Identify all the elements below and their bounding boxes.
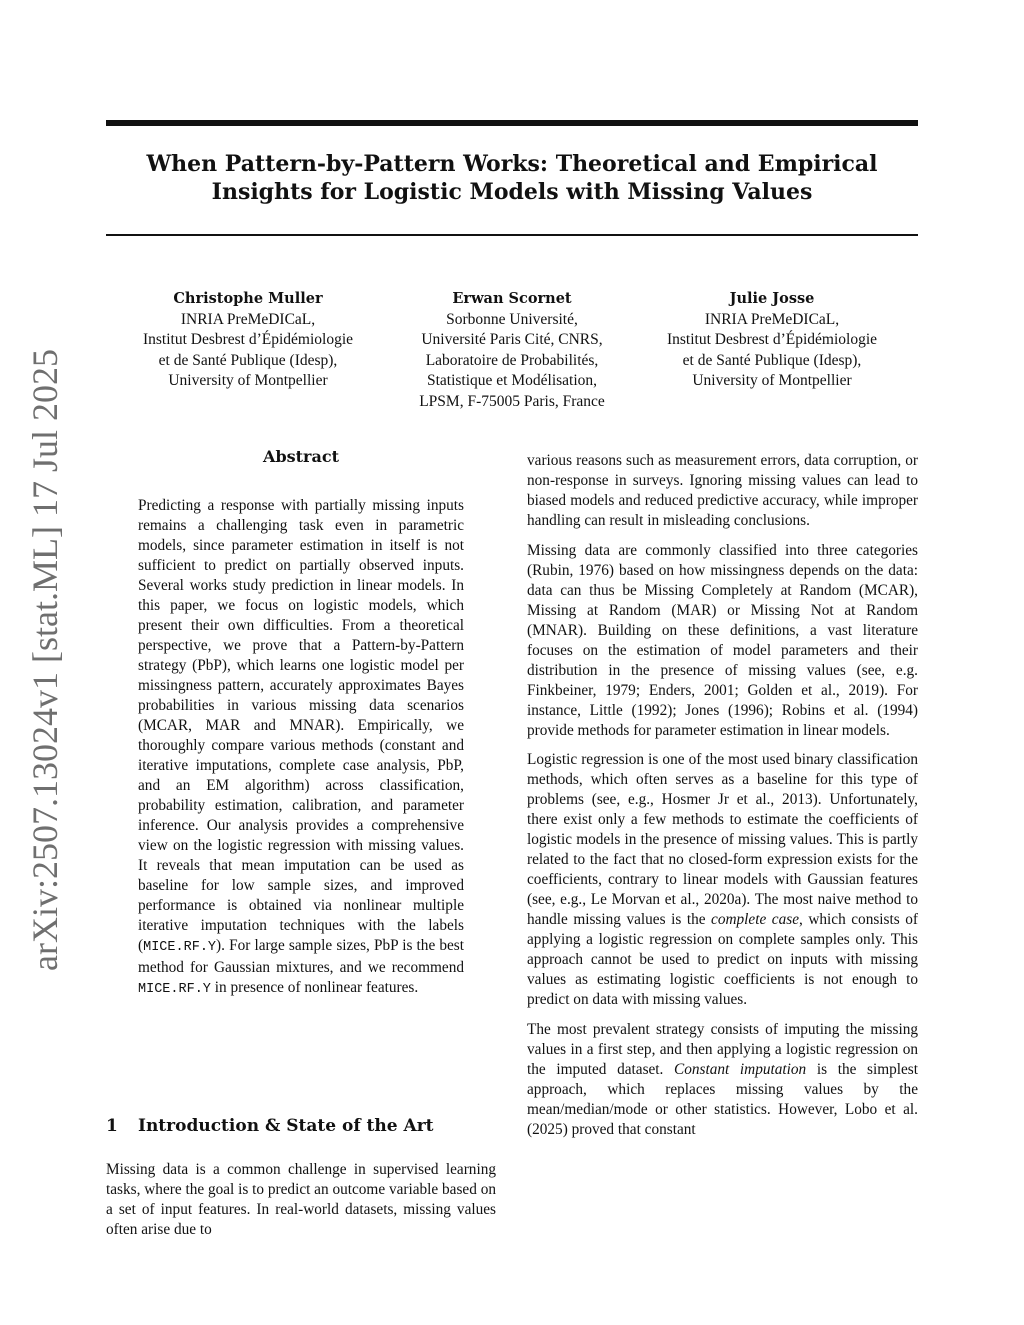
- author-affiliation-line: Sorbonne Université,: [446, 310, 578, 328]
- paper-title: [106, 150, 918, 206]
- code-term: MICE.RF.Y: [143, 940, 217, 955]
- body-paragraph: Missing data are commonly classified into three categories (Rubin, 1976) based on how missingness depends on the data: data can thus be Missing Completely at Random (MCAR), Missing at Random (MAR) or Missing Not at Random (MNAR). Building on these definitions, a vast literature focuses on the estimation of model parameters and their distribution in the presence of missing values (see, e.g. Finkbeiner, 1979; Enders, 2001; Golden et al., 2019). For instance, Little (1992); Jones (1996); Robins et al. (1994) provide methods for parameter estimation in linear models.: [527, 541, 918, 739]
- author-affiliation-line: Laboratoire de Probabilités,: [425, 351, 599, 369]
- intro-paragraph: Missing data is a common challenge in supervised learning tasks, where the goal is to predict an outcome variable based on a set of input features. In real-world datasets, missing values often arise due to: [106, 1161, 496, 1238]
- section-heading: [106, 1116, 506, 1136]
- paragraph-text: is the simplest approach, which replaces missing values by the mean/median/mode or other statistics. However, Lobo et al. (2025) proved that constant: [527, 1060, 919, 1138]
- code-term: MICE.RF.Y: [138, 982, 211, 997]
- abstract-text-part: in presence of nonlinear features.: [210, 979, 419, 996]
- paragraph-text: Logistic regression is one of the most used binary classification methods, which often serves as a baseline for this type of problems (see, e.g., Hosmer Jr et al., 2013). Unfortunately, there exist only a few methods to estimate the coefficients of logistic models in the presence of missing values. This is partly related to the fact that no closed-form expression exists for the coefficients, contrary to linear models with Gaussian features (see, e.g., Le Morvan et al., 2020a). The most naive method to handle missing values is the: [527, 751, 918, 928]
- author-affiliation-line: et de Santé Publique (Idesp),: [158, 351, 338, 369]
- author-affiliation-line: University of Montpellier: [168, 372, 328, 390]
- right-column: [527, 451, 918, 1149]
- author-affiliation-line: LPSM, F-75005 Paris, France: [419, 392, 605, 410]
- paragraph-text: The most prevalent strategy consists of imputing the missing values in a first step, and then applying a logistic regression on the imputed dataset.: [527, 1020, 918, 1078]
- abstract-heading: Abstract: [263, 447, 339, 466]
- abstract-text-part: Predicting a response with partially missing inputs remains a challenging task even in parametric models, since parameter estimation in itself is not sufficient to predict on partially observed inputs. Several works study prediction in linear models. In this paper, we focus on logistic models, which present their own difficulties. From a theoretical perspective, we prove that a Pattern-by-Pattern strategy (PbP), which learns one logistic model per missingness pattern, accurately approximates Bayes probabilities in various missing data scenarios (MCAR, MAR and MNAR). Empirically, we thoroughly compare various methods (constant and iterative imputations, complete case analysis, PbP, and an EM algorithm) across classification, probability estimation, calibration, and parameter inference. Our analysis provides a comprehensive view on the logistic regression with missing values. It reveals that mean imputation can be used as baseline for low sample sizes, and improved performance is obtained via nonlinear multiple iterative imputation techniques with the labels (: [138, 497, 464, 954]
- author-block: [632, 289, 912, 392]
- author-affiliation-line: INRIA PreMeDICaL,: [704, 310, 840, 328]
- author-affiliation-line: INRIA PreMeDICaL,: [180, 310, 316, 328]
- author-affiliation-line: et de Santé Publique (Idesp),: [682, 351, 862, 369]
- abstract-text-part: ). For large sample sizes, PbP is the best method for Gaussian mixtures, and we recommend: [138, 937, 464, 976]
- author-block: [108, 289, 388, 392]
- body-paragraph: [527, 750, 918, 1010]
- title-bottom-rule: [106, 234, 918, 236]
- author-affiliation-line: Statistique et Modélisation,: [426, 372, 598, 390]
- author-block: [372, 289, 652, 413]
- paragraph-text: , which consists of applying a logistic regression on complete samples only. This approach cannot be used to predict on inputs with missing values as estimating logistic coefficients is not enough to predict on data with missing values.: [527, 911, 918, 1008]
- author-name: Julie Josse: [729, 290, 815, 307]
- author-affiliation-line: Institut Desbrest d’Épidémiologie: [142, 331, 354, 349]
- author-affiliation-line: Université Paris Cité, CNRS,: [421, 331, 603, 349]
- body-paragraph: various reasons such as measurement errors, data corruption, or non-response in surveys. Ignoring missing values can lead to biased models and reduced predictive accuracy, while improper handling can result in misleading conclusions.: [527, 452, 918, 529]
- emphasized-term: complete case: [711, 911, 799, 928]
- author-affiliation-line: University of Montpellier: [692, 372, 852, 390]
- author-name: Christophe Muller: [173, 290, 323, 307]
- author-name: Erwan Scornet: [452, 290, 572, 307]
- section-number: 1: [106, 1116, 118, 1136]
- title-line-1: When Pattern-by-Pattern Works: Theoretical and Empirical: [146, 151, 878, 177]
- author-affiliation-line: Institut Desbrest d’Épidémiologie: [666, 331, 878, 349]
- body-paragraph: [527, 1020, 918, 1140]
- title-line-2: Insights for Logistic Models with Missing Values: [211, 179, 813, 205]
- abstract-text: [138, 496, 464, 1000]
- arxiv-identifier-text: arXiv:2507.13024v1 [stat.ML] 17 Jul 2025: [25, 349, 65, 971]
- title-top-rule: [106, 120, 918, 126]
- emphasized-term: Constant imputation: [674, 1060, 807, 1078]
- section-title: Introduction & State of the Art: [138, 1116, 434, 1136]
